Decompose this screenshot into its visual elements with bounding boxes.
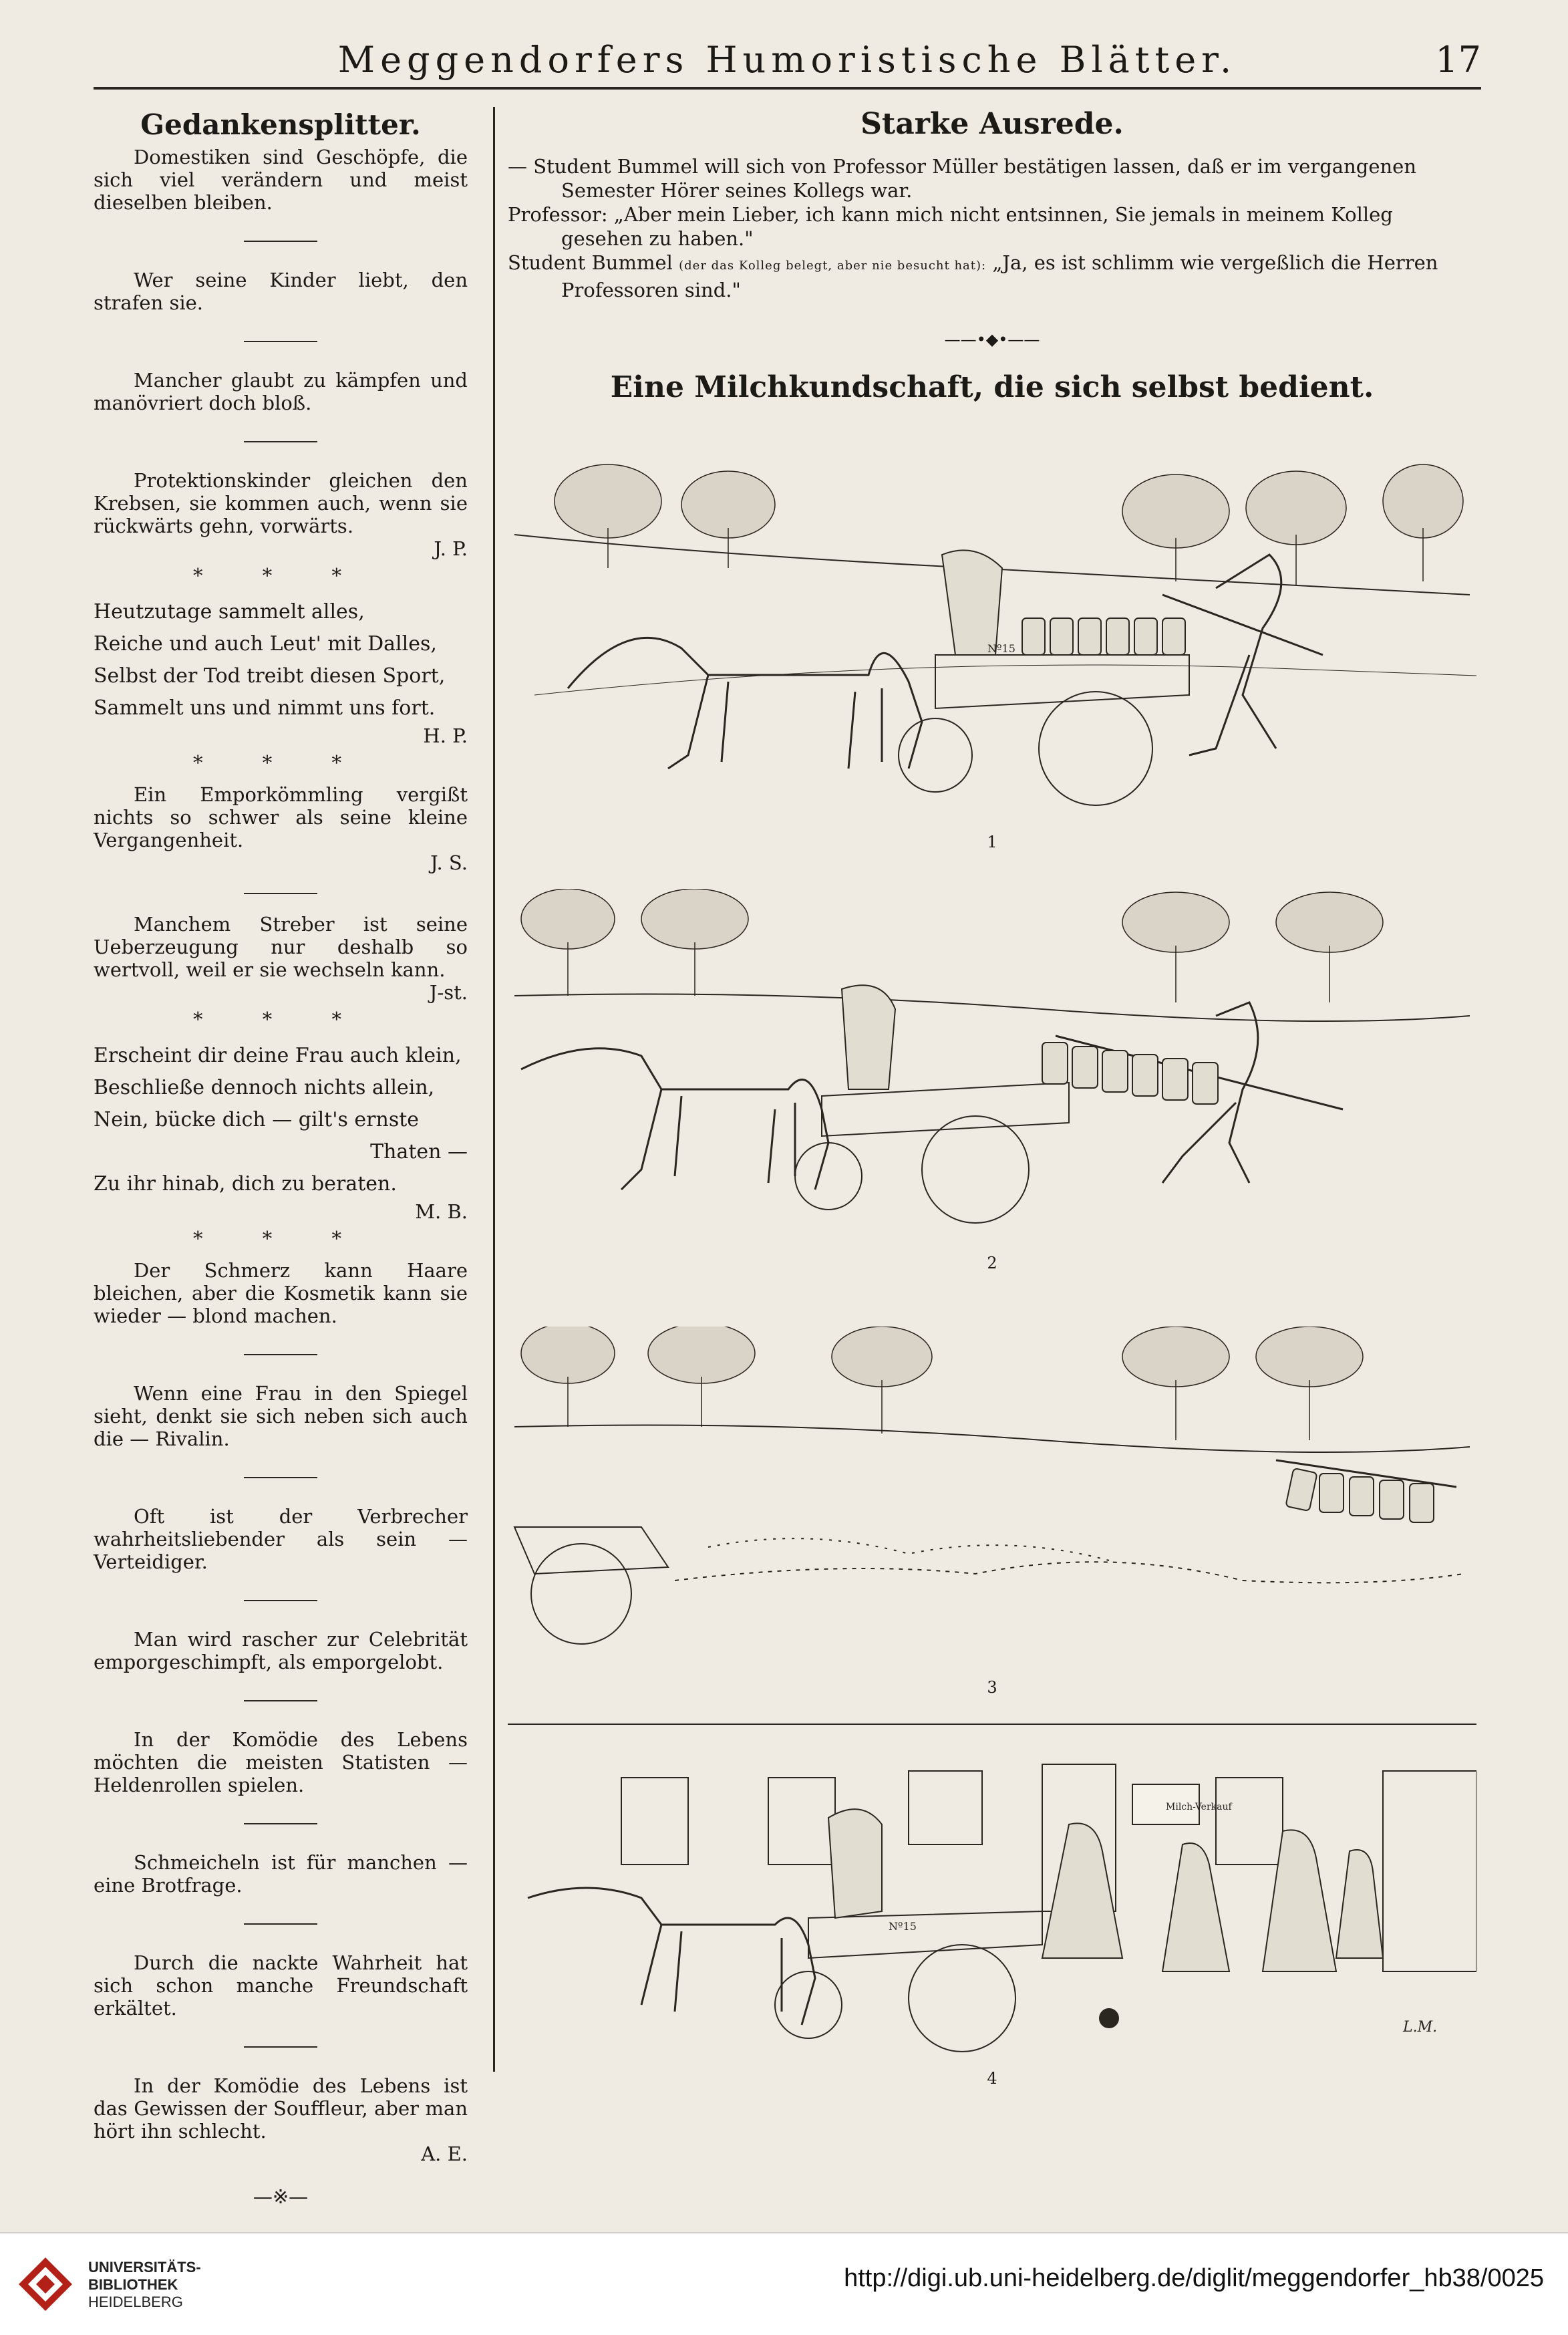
signature: J-st. (429, 981, 468, 1004)
separator-rule (244, 341, 317, 342)
signature: J. S. (430, 851, 468, 874)
tree (832, 1327, 932, 1433)
separator-rule (244, 1354, 317, 1355)
aphorisms-column (94, 108, 468, 2217)
comic-column (508, 107, 1476, 404)
separator-rule (244, 1477, 317, 1478)
aphorism-3: Mancher glaubt zu kämpfen und manövriert doch bloß. (94, 369, 468, 414)
runner-figure (1189, 555, 1281, 755)
separator-rule (244, 1823, 317, 1824)
anecdote-line-3: Student Bummel (der das Kolleg belegt, aber nie besucht hat): „Ja, es ist schlimm wie vergeßlich die Herren Professoren sind." (508, 251, 1438, 301)
flourish-separator: ——•◆•—— (944, 330, 1040, 349)
window (768, 1778, 835, 1865)
signature: A. E. (421, 2143, 468, 2165)
aphorism-7: Der Schmerz kann Haare bleichen, aber die Kosmetik kann sie wieder — blond machen. (94, 1259, 468, 1327)
library-logo-icon (19, 2257, 72, 2311)
library-name: UNIVERSITÄTS- BIBLIOTHEK HEIDELBERG (88, 2259, 201, 2310)
aphorism-10: Man wird rascher zur Celebrität emporgeschimpft, als emporgelobt. (94, 1628, 468, 1673)
comic-panel-3 (508, 1327, 1476, 1697)
signature: J. P. (434, 537, 468, 560)
milk-cart-body (822, 1083, 1069, 1136)
tree (1122, 892, 1229, 1002)
tree (521, 889, 615, 996)
tree (1246, 471, 1346, 585)
pole (1162, 595, 1323, 655)
driver-figure (828, 1809, 882, 1918)
aphorism-9: Oft ist der Verbrecher wahrheitsliebender als sein — Verteidiger. (94, 1505, 468, 1573)
cart-wheel (531, 1544, 631, 1644)
panel-2-illustration (508, 889, 1476, 1250)
woman-figure (1042, 1823, 1122, 1958)
child-figure (1336, 1850, 1383, 1958)
panel-number: 4 (987, 2069, 997, 2088)
window (621, 1778, 688, 1865)
aphorism-6: Manchem Streber ist seine Ueberzeugung nur deshalb so wertvoll, weil er sie wechseln kann. (94, 913, 468, 981)
window (909, 1771, 982, 1844)
woman-figure (1162, 1843, 1229, 1971)
anecdote-line-1: — Student Bummel will sich von Professor Müller bestätigen lassen, daß er im vergangenen Semester Hörer seines Kollegs war. (508, 155, 1416, 202)
comic-panel-1 (508, 454, 1476, 851)
panel-4-illustration (508, 1718, 1476, 2065)
aphorism-14: In der Komödie des Lebens ist das Gewissen der Souffleur, aber man hört ihn schlecht. (94, 2074, 468, 2143)
aphorisms-heading: Gedankensplitter. (140, 108, 421, 141)
tree (555, 464, 661, 568)
horse-outline (528, 1888, 815, 2025)
magazine-title: Meggendorfers Humoristische Blätter. (337, 39, 1237, 81)
cat (1100, 2009, 1118, 2028)
signature: M. B. (415, 1200, 468, 1223)
star-separator: * * * (193, 1227, 368, 1250)
cart-wheel (1039, 692, 1152, 805)
building-side (1383, 1771, 1476, 1971)
star-separator: * * * (193, 564, 368, 587)
star-separator: * * * (193, 751, 368, 774)
page-number: 17 (1435, 39, 1481, 81)
artist-signature: L.M. (1403, 2019, 1438, 2036)
aphorism-13: Durch die nackte Wahrheit hat sich schon manche Freundschaft erkältet. (94, 1951, 468, 2020)
star-separator: * * * (193, 1008, 368, 1031)
tree (1122, 474, 1229, 581)
panel-number: 1 (987, 833, 997, 851)
dust-trail (708, 1538, 1109, 1560)
aphorism-11: In der Komödie des Lebens möchten die meisten Statisten — Heldenrollen spielen. (94, 1728, 468, 1796)
cart-remnant (514, 1527, 668, 1574)
cart-wheel (922, 1116, 1029, 1223)
shop-sign-text: Milch-Verkauf (1166, 1802, 1232, 1812)
tree (1256, 1327, 1363, 1440)
tree (648, 1327, 755, 1427)
separator-rule (244, 2046, 317, 2048)
panel-number: 3 (987, 1678, 997, 1697)
cart-wheel (795, 1143, 862, 1210)
horse-outline (521, 1049, 828, 1190)
aphorism-5: Ein Emporkömmling vergißt nichts so schwer als seine kleine Vergangenheit. (94, 783, 468, 851)
driver-figure (842, 985, 895, 1089)
anecdote-text (508, 154, 1476, 302)
page-header (94, 27, 1481, 90)
separator-rule (244, 1600, 317, 1601)
dust-cloud (675, 1562, 1463, 1583)
cart-wheel (909, 1945, 1015, 2052)
separator-rule (244, 893, 317, 894)
tree (641, 889, 748, 996)
tree (1122, 1327, 1229, 1440)
verse-2: Erscheint dir deine Frau auch klein, Beschließe dennoch nichts allein, Nein, bücke dich — gilt's ernste Thaten — Zu ihr hinab, dich zu beraten. (94, 1044, 468, 1196)
aphorism-12: Schmeicheln ist für manchen — eine Brotfrage. (94, 1851, 468, 1897)
cart-number-label: Nº15 (987, 642, 1015, 655)
panel-3-illustration (508, 1327, 1476, 1674)
anecdote-title: Starke Ausrede. (860, 107, 1124, 141)
separator-rule (244, 241, 317, 242)
signature: H. P. (423, 724, 468, 747)
separator-rule (244, 441, 317, 442)
aphorism-1: Domestiken sind Geschöpfe, die sich viel verändern und meist dieselben bleiben. (94, 146, 468, 214)
tree (681, 471, 775, 568)
comic-panel-4 (508, 1718, 1476, 2088)
aphorism-2: Wer seine Kinder liebt, den strafen sie. (94, 269, 468, 314)
column-divider (493, 107, 495, 2072)
driver-figure (942, 550, 1002, 655)
comic-panel-2 (508, 889, 1476, 1272)
library-footer (0, 2232, 1568, 2335)
comic-title: Eine Milchkundschaft, die sich selbst bedient. (610, 370, 1374, 404)
cart-wheel (899, 718, 972, 792)
milk-cart-body (808, 1911, 1042, 1958)
panel-1-illustration (508, 454, 1476, 829)
milk-cans (1285, 1468, 1434, 1522)
tree (521, 1327, 615, 1427)
panel-number: 2 (987, 1254, 997, 1272)
milk-cart-body (935, 655, 1189, 708)
verse-1: Heutzutage sammelt alles, Reiche und auch Leut' mit Dalles, Selbst der Tod treibt diesen Sport, Sammelt uns und nimmt uns fort. (94, 600, 446, 720)
end-ornament: —※— (253, 2185, 309, 2208)
woman-figure (1263, 1830, 1336, 1971)
window (1216, 1778, 1283, 1865)
milk-cans (1022, 618, 1185, 655)
separator-rule (244, 1700, 317, 1701)
anecdote-line-2: Professor: „Aber mein Lieber, ich kann mich nicht entsinnen, Sie jemals in meinem Kolleg gesehen zu haben." (508, 203, 1393, 250)
separator-rule (244, 1923, 317, 1925)
aphorism-4: Protektionskinder gleichen den Krebsen, sie kommen auch, wenn sie rückwärts gehn, vorwärts. (94, 469, 468, 537)
source-url-link[interactable]: http://digi.ub.uni-heidelberg.de/diglit/meggendorfer_hb38/0025 (844, 2264, 1544, 2292)
cart-number-label: Nº15 (889, 1920, 917, 1933)
tree (1383, 464, 1463, 581)
horse-outline (568, 638, 922, 769)
tree (1276, 892, 1383, 1002)
aphorism-8: Wenn eine Frau in den Spiegel sieht, denkt sie sich neben sich auch die — Rivalin. (94, 1382, 468, 1450)
